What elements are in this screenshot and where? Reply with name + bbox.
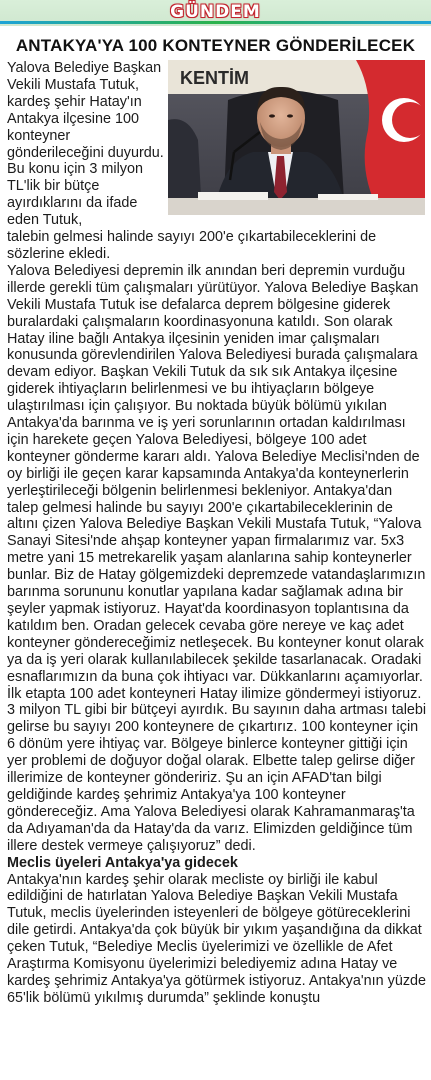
article-body	[7, 60, 427, 1007]
lead-paragraph-continued: talebin gelmesi halinde sayıyı 200'e çıkartabileceklerini de sözlerine ekledi.	[7, 229, 377, 262]
body-paragraph-2: Antakya'nın kardeş şehir olarak mecliste oy birliği ile kabul edildiğini de hatırlatan Yalova Belediye Başkan Vekili Mustafa Tutuk, meclis üyelerinden isteyenleri de bölgeye götüreceklerini dile getirdi. Antakya'da çok büyük bir yıkım yaşandığına da dikkat çeken Tutuk, “Belediye Meclis üyelerimizi ve özellikle de Afet Araştırma Komisyonu üyelerimizi belediyemiz adına Hatay ve kardeş şehrimiz Antakya'ya götürmek istiyoruz. Antakya'nın yüzde 65'lik bölümü yıkılmış durumda” şeklinde konuştu	[7, 871, 427, 1006]
lead-paragraph-wrapped: Yalova Belediye Başkan Vekili Mustafa Tutuk, kardeş şehir Hatay'ın Antakya ilçesine 100 konteyner gönderileceğini duyurdu. Bu konu için 3 milyon TL'lik bir bütçe ayırdıklarını da ifade eden Tutuk,	[7, 60, 164, 229]
subheading: Meclis üyeleri Antakya'ya gidecek	[7, 854, 238, 871]
body-paragraph-1: Yalova Belediyesi depremin ilk anından beri depremin vurduğu illerde gerekli tüm çalışmaları yürütüyor. Yalova Belediye Başkan Vekili Mustafa Tutuk ise defalarca deprem bölgesine giderek buralardaki çalışmaların koordinasyonuna katıldı. Son olarak Hatay iline bağlı Antakya ilçesinin yeniden imar çalışmaları konusunda görevlendirilen Yalova Belediyesi burada çalışmalara devam ediyor. Başkan Vekili Tutuk da sık sık Antakya ilçesine giderek ihtiyaçların belirlenmesi ve bu ihtiyaçların bölgeye ulaştırılması için çalışıyor. Bu noktada büyük bölümü yıkılan Antakya'da barınma ve iş yeri sorunlarının ortadan kaldırılması için harekete geçen Yalova Belediyesi, bölgeye 100 adet konteyner gönderme kararı aldı. Yalova Belediye Meclisi'nden de oy birliği ile geçen karar kapsamında Antakya'da konteynerlerin yerleştirileceği bölgenin belirlenmesi bekleniyor. Antakya'dan talep gelmesi halinde bu sayıyı 200'e çıkartabileceklerinin de altını çizen Yalova Belediye Başkan Vekili Mustafa Tutuk, “Yalova Sanayi Sitesi'nde ahşap konteyner yapan firmalarımız var. 5x3 metre yani 15 metrekarelik yaşam alanlarına sahip konteynerler bunlar. Biz de Hatay gölgemizdeki depremzede vatandaşlarımızın barınma sorununu konutlar yapılana kadar sağlamak adına bir şeyler yapmak istiyoruz. Hayat'da koordinasyon toplantısına da katıldım ben. Oradan gelecek cevaba göre nereye ve kaç adet konteyner göndereceğimiz netleşecek. Bu konteyner konut olarak ya da iş yeri olarak kullanılabilecek şekilde tasarlanacak. Oradaki esnaflarımızın da buna çok ihtiyacı var. Dükkanlarını açamıyorlar. İlk etapta 100 adet konteyneri Hatay ilimize göndermeyi istiyoruz. 3 milyon TL gibi bir bütçeyi ayırdık. Bu sayının daha artması talebi gelirse bu sayıyı 200 konteynere de çıkartırız. 100 konteyner için 6 dönüm yere ihtiyaç var. Bölgeye binlerce konteyner gittiği için yer problemi de doğuyor doğal olarak. Elbette talep gelirse diğer illerimize de konteyner göndeririz. Şu an için AFAD'tan bilgi geldiğinde kardeş şehrimiz Antakya'ya 100 konteyner göndereceğiz. Ama Yalova Belediyesi olarak Kahramanmaraş'ta da Adıyaman'da da Hatay'da da varız. Elimizden geldiğince tüm illere destek vermeye çalışıyoruz” dedi.	[7, 262, 427, 854]
sign-text: KENTİM	[180, 68, 249, 88]
section-banner	[0, 0, 431, 26]
article-headline: ANTAKYA'YA 100 KONTEYNER GÖNDERİLECEK	[15, 36, 416, 55]
section-title: GÜNDEM	[170, 2, 261, 22]
